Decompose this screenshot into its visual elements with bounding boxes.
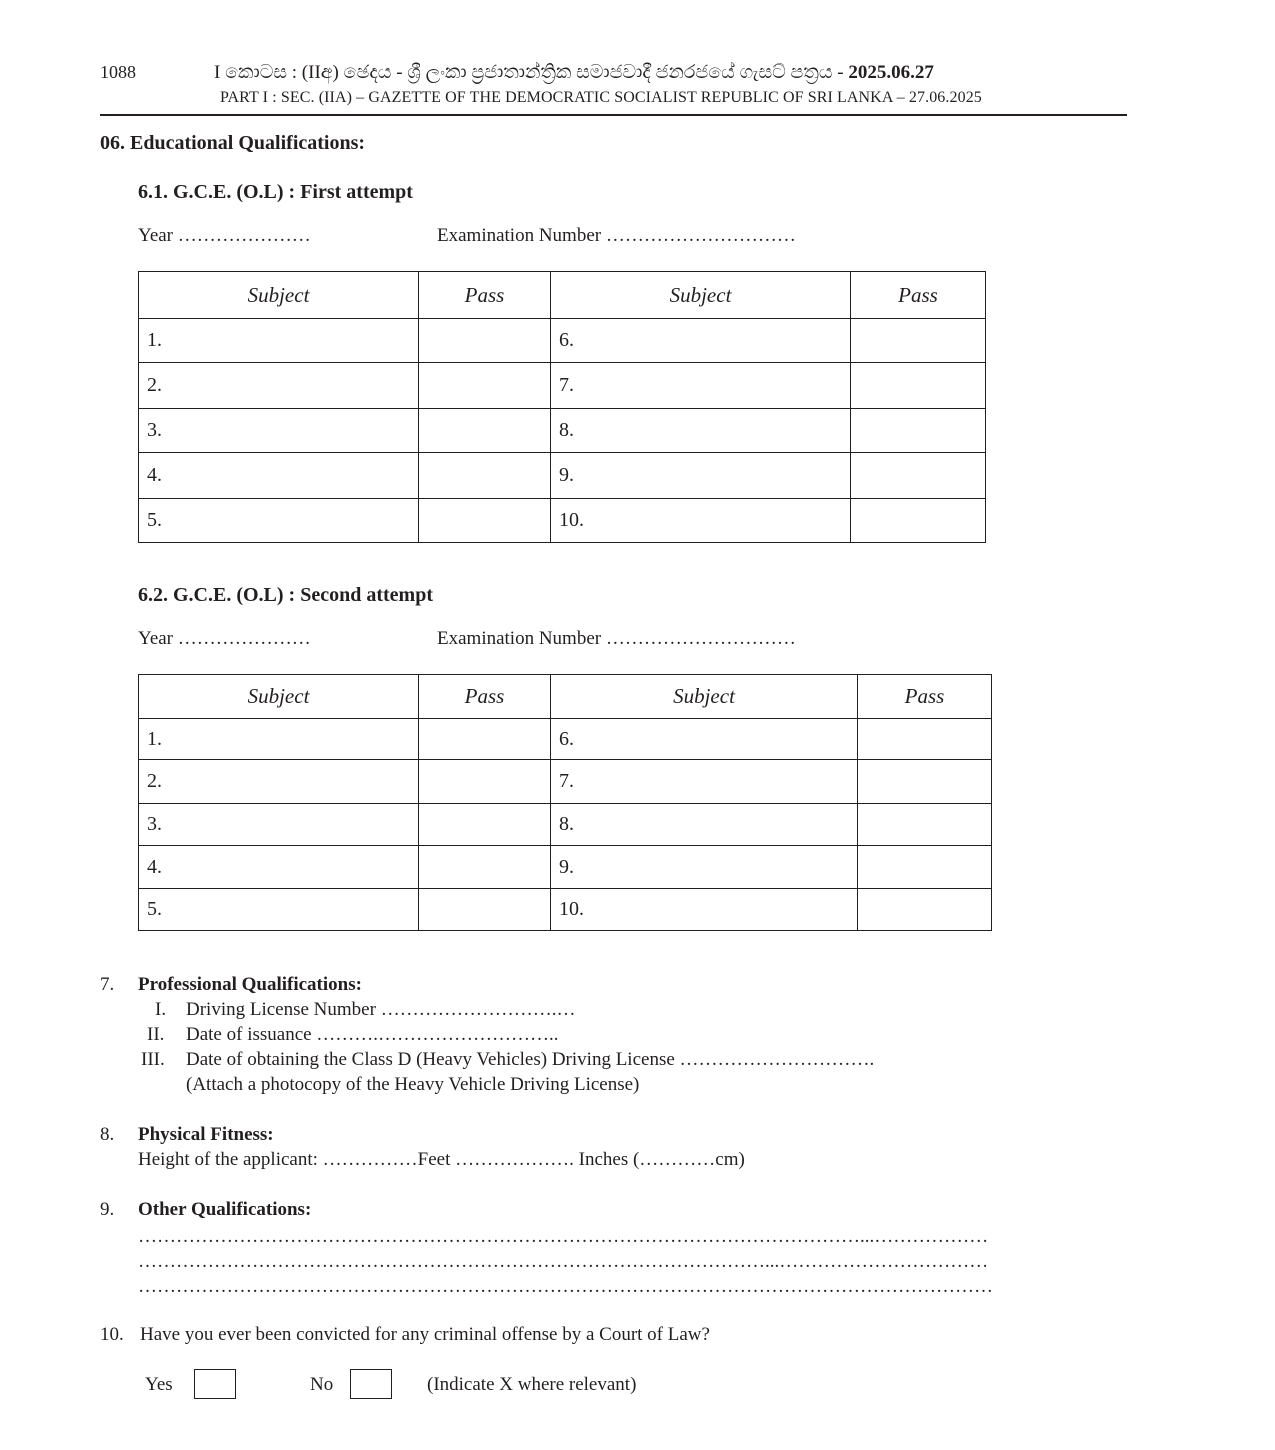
driving-license-number-field: Driving License Number ……………………….… bbox=[186, 999, 576, 1020]
date-of-issuance-field: Date of issuance ……….……………………….. bbox=[186, 1024, 559, 1045]
column-header-pass: Pass bbox=[419, 675, 551, 719]
subject-cell[interactable]: 2. bbox=[139, 760, 419, 804]
subject-cell[interactable]: 2. bbox=[139, 363, 419, 409]
section-8-title: Physical Fitness: bbox=[138, 1124, 274, 1145]
subject-cell[interactable]: 1. bbox=[139, 719, 419, 760]
pass-cell[interactable] bbox=[851, 409, 986, 453]
column-header-pass: Pass bbox=[851, 272, 986, 319]
table-row bbox=[139, 319, 986, 363]
subject-cell[interactable]: 5. bbox=[139, 499, 419, 543]
other-qualifications-line: ……………………………………………………………………………………………………………………… bbox=[138, 1276, 993, 1297]
table-row bbox=[139, 889, 992, 931]
pass-cell[interactable] bbox=[858, 846, 992, 889]
subject-cell[interactable]: 7. bbox=[551, 363, 851, 409]
pass-cell[interactable] bbox=[851, 453, 986, 499]
item-number: III. bbox=[141, 1049, 165, 1070]
header-rule bbox=[100, 114, 1127, 116]
subject-cell[interactable]: 10. bbox=[551, 499, 851, 543]
pass-cell[interactable] bbox=[858, 760, 992, 804]
first-attempt-results-table bbox=[138, 271, 986, 543]
subject-cell[interactable]: 8. bbox=[551, 804, 858, 846]
attach-photocopy-note: (Attach a photocopy of the Heavy Vehicle Driving License) bbox=[186, 1074, 640, 1095]
other-qualifications-line: ………………………………………………………………………………………...…………………………… bbox=[138, 1251, 989, 1272]
pass-cell[interactable] bbox=[851, 499, 986, 543]
pass-cell[interactable] bbox=[419, 499, 551, 543]
table-row bbox=[139, 453, 986, 499]
subject-cell[interactable]: 4. bbox=[139, 453, 419, 499]
section-7-number: 7. bbox=[100, 974, 115, 995]
section-9-title: Other Qualifications: bbox=[138, 1199, 312, 1220]
pass-cell[interactable] bbox=[851, 363, 986, 409]
subject-cell[interactable]: 4. bbox=[139, 846, 419, 889]
section-10-number: 10. bbox=[100, 1324, 124, 1345]
subject-cell[interactable]: 10. bbox=[551, 889, 858, 931]
pass-cell[interactable] bbox=[419, 719, 551, 760]
first-attempt-title: 6.1. G.C.E. (O.L) : First attempt bbox=[138, 181, 413, 203]
pass-cell[interactable] bbox=[419, 889, 551, 931]
pass-cell[interactable] bbox=[419, 453, 551, 499]
table-row bbox=[139, 846, 992, 889]
section-8-number: 8. bbox=[100, 1124, 115, 1145]
section-6-title: 06. Educational Qualifications: bbox=[100, 132, 366, 154]
second-attempt-results-table bbox=[138, 674, 992, 931]
pass-cell[interactable] bbox=[419, 319, 551, 363]
gazette-header-english: PART I : SEC. (IIA) – GAZETTE OF THE DEMOCRATIC SOCIALIST REPUBLIC OF SRI LANKA – 27.06.2025 bbox=[220, 89, 982, 106]
column-header-subject: Subject bbox=[551, 675, 858, 719]
subject-cell[interactable]: 3. bbox=[139, 409, 419, 453]
subject-cell[interactable]: 5. bbox=[139, 889, 419, 931]
subject-cell[interactable]: 8. bbox=[551, 409, 851, 453]
pass-cell[interactable] bbox=[858, 889, 992, 931]
no-label: No bbox=[310, 1374, 334, 1395]
yes-checkbox[interactable] bbox=[194, 1369, 236, 1399]
subject-cell[interactable]: 6. bbox=[551, 319, 851, 363]
column-header-subject: Subject bbox=[139, 272, 419, 319]
table-header-row bbox=[139, 675, 992, 719]
column-header-pass: Pass bbox=[858, 675, 992, 719]
height-field: Height of the applicant: ……………Feet ………………. Inches (…………cm) bbox=[138, 1149, 745, 1170]
subject-cell[interactable]: 7. bbox=[551, 760, 858, 804]
gazette-header-sinhala: I කොටස : (IIඅ) ඡෙදය - ශ්‍රී ලංකා ප්‍රජාතාන්ත්‍රික සමාජවාදී ජනරජයේ ගැසට් පත්‍රය - 2025.06.27 bbox=[214, 62, 934, 83]
subject-cell[interactable]: 3. bbox=[139, 804, 419, 846]
subject-cell[interactable]: 6. bbox=[551, 719, 858, 760]
subject-cell[interactable]: 9. bbox=[551, 846, 858, 889]
section-9-number: 9. bbox=[100, 1199, 115, 1220]
pass-cell[interactable] bbox=[419, 760, 551, 804]
column-header-subject: Subject bbox=[551, 272, 851, 319]
table-header-row bbox=[139, 272, 986, 319]
yes-label: Yes bbox=[145, 1374, 173, 1395]
pass-cell[interactable] bbox=[419, 363, 551, 409]
second-attempt-title: 6.2. G.C.E. (O.L) : Second attempt bbox=[138, 584, 433, 606]
table-row bbox=[139, 760, 992, 804]
indicate-x-instruction: (Indicate X where relevant) bbox=[427, 1374, 637, 1395]
column-header-subject: Subject bbox=[139, 675, 419, 719]
table-row bbox=[139, 409, 986, 453]
pass-cell[interactable] bbox=[419, 846, 551, 889]
item-number: I. bbox=[155, 999, 167, 1020]
subject-cell[interactable]: 9. bbox=[551, 453, 851, 499]
table-row bbox=[139, 499, 986, 543]
second-attempt-exam-number-field: Examination Number ………………………… bbox=[437, 628, 796, 649]
table-row bbox=[139, 719, 992, 760]
first-attempt-year-field: Year ………………… bbox=[138, 225, 311, 246]
no-checkbox[interactable] bbox=[350, 1369, 392, 1399]
first-attempt-exam-number-field: Examination Number ………………………… bbox=[437, 225, 796, 246]
item-number: II. bbox=[147, 1024, 165, 1045]
column-header-pass: Pass bbox=[419, 272, 551, 319]
section-7-title: Professional Qualifications: bbox=[138, 974, 362, 995]
class-d-license-date-field: Date of obtaining the Class D (Heavy Vehicles) Driving License …………………………. bbox=[186, 1049, 875, 1070]
pass-cell[interactable] bbox=[419, 409, 551, 453]
table-row bbox=[139, 363, 986, 409]
pass-cell[interactable] bbox=[858, 719, 992, 760]
second-attempt-year-field: Year ………………… bbox=[138, 628, 311, 649]
subject-cell[interactable]: 1. bbox=[139, 319, 419, 363]
pass-cell[interactable] bbox=[851, 319, 986, 363]
table-row bbox=[139, 804, 992, 846]
conviction-question: Have you ever been convicted for any criminal offense by a Court of Law? bbox=[140, 1324, 710, 1345]
pass-cell[interactable] bbox=[858, 804, 992, 846]
pass-cell[interactable] bbox=[419, 804, 551, 846]
other-qualifications-line: ……………………………………………………………………………………………………...……………… bbox=[138, 1226, 989, 1247]
page-number: 1088 bbox=[100, 62, 136, 82]
